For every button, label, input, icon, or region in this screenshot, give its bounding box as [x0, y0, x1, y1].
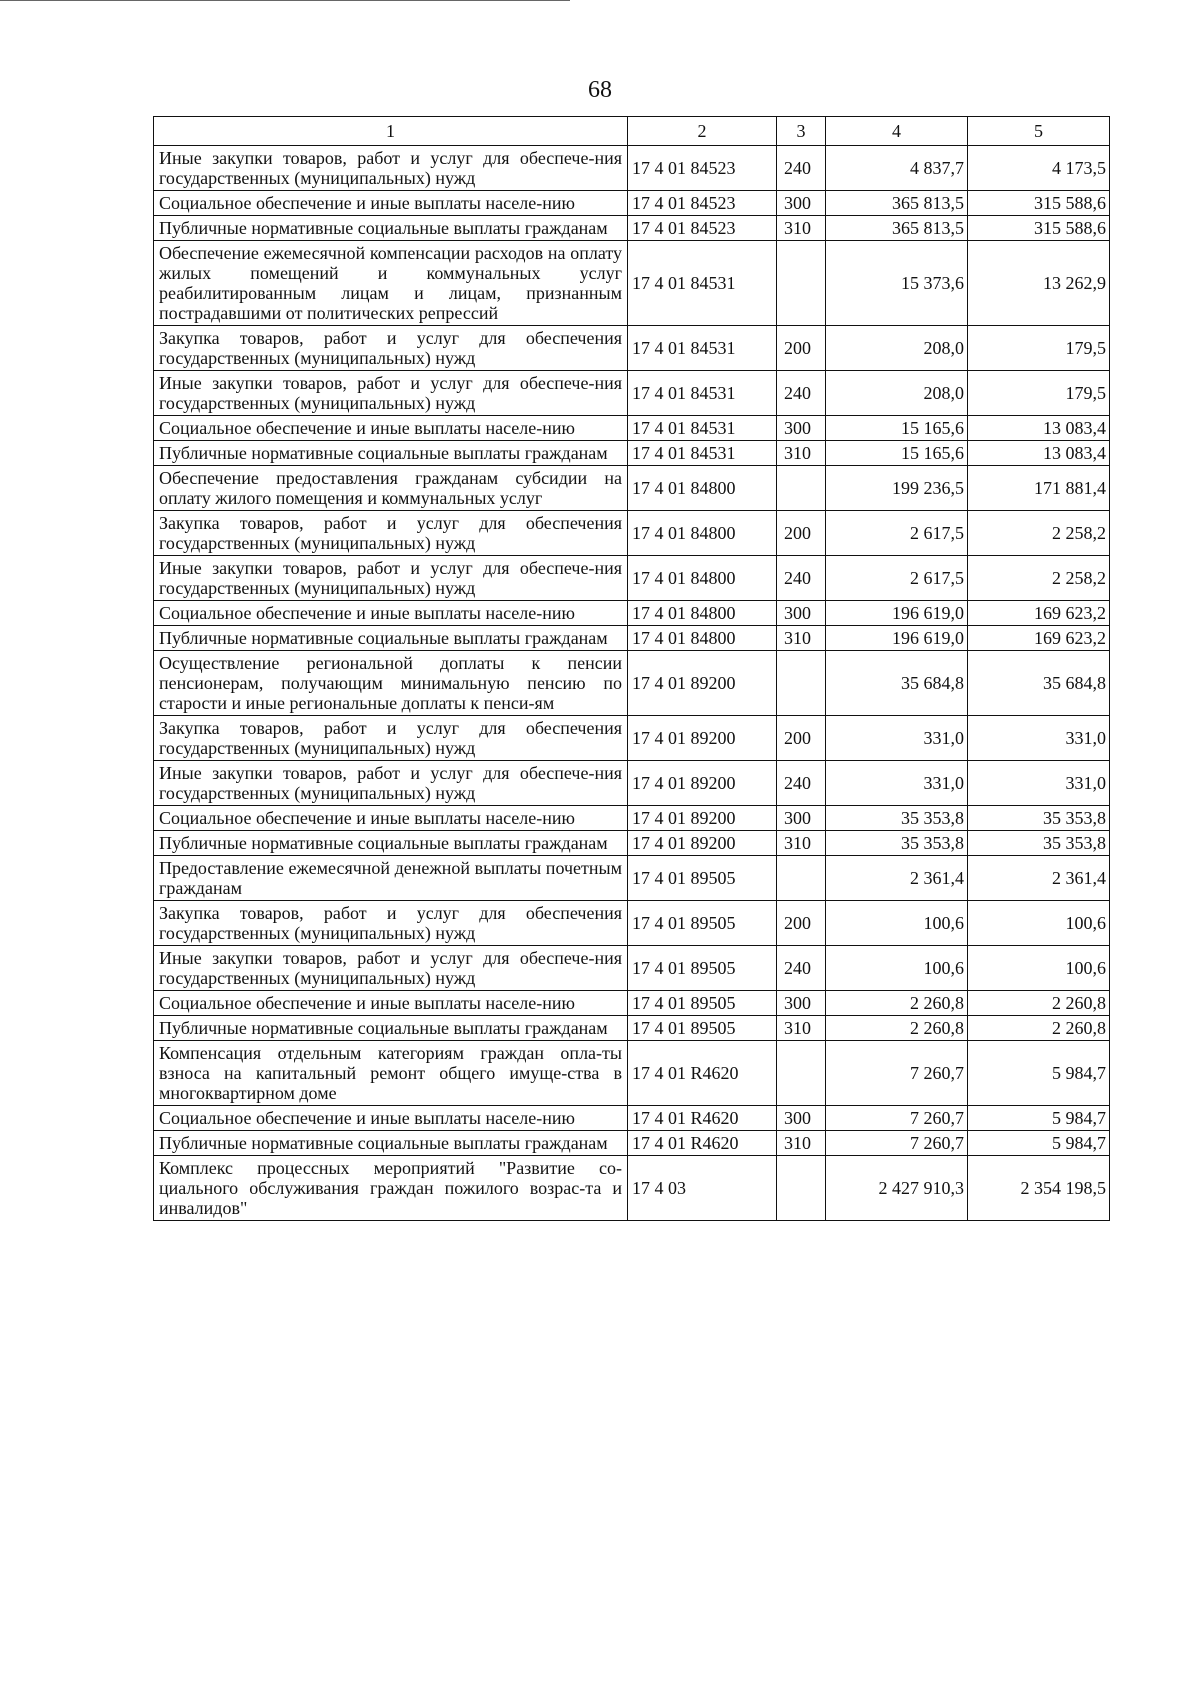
cell-amount-col4: 2 617,5: [826, 556, 968, 601]
cell-expense-type: 240: [777, 371, 826, 416]
table-row: [154, 716, 1110, 761]
table-row: [154, 371, 1110, 416]
header-cell-2: 2: [628, 117, 777, 146]
cell-amount-col4: 15 165,6: [826, 416, 968, 441]
cell-amount-col4: 365 813,5: [826, 216, 968, 241]
cell-description: Публичные нормативные социальные выплаты гражданам: [154, 1016, 628, 1041]
cell-classification-code: 17 4 01 89200: [628, 806, 777, 831]
cell-expense-type: 310: [777, 1131, 826, 1156]
cell-description: Иные закупки товаров, работ и услуг для обеспече-ния государственных (муниципальных) нужд: [154, 761, 628, 806]
cell-description: Социальное обеспечение и иные выплаты населе-нию: [154, 601, 628, 626]
cell-expense-type: [777, 856, 826, 901]
cell-expense-type: 240: [777, 946, 826, 991]
cell-amount-col5: 315 588,6: [968, 216, 1110, 241]
table-row: [154, 806, 1110, 831]
cell-classification-code: 17 4 01 84523: [628, 216, 777, 241]
table-row: [154, 1041, 1110, 1106]
cell-expense-type: 310: [777, 216, 826, 241]
cell-description: Социальное обеспечение и иные выплаты населе-нию: [154, 806, 628, 831]
table-row: [154, 1131, 1110, 1156]
cell-description: Закупка товаров, работ и услуг для обеспечения государственных (муниципальных) нужд: [154, 716, 628, 761]
cell-amount-col5: 13 083,4: [968, 441, 1110, 466]
table-row: [154, 1016, 1110, 1041]
cell-amount-col5: 2 260,8: [968, 991, 1110, 1016]
cell-expense-type: 240: [777, 556, 826, 601]
cell-classification-code: 17 4 01 R4620: [628, 1041, 777, 1106]
cell-amount-col5: 35 353,8: [968, 831, 1110, 856]
cell-classification-code: 17 4 01 84531: [628, 416, 777, 441]
cell-description: Публичные нормативные социальные выплаты гражданам: [154, 216, 628, 241]
header-cell-1: 1: [154, 117, 628, 146]
cell-amount-col5: 2 354 198,5: [968, 1156, 1110, 1221]
cell-classification-code: 17 4 03: [628, 1156, 777, 1221]
cell-amount-col4: 196 619,0: [826, 626, 968, 651]
cell-description: Закупка товаров, работ и услуг для обеспечения государственных (муниципальных) нужд: [154, 326, 628, 371]
cell-amount-col4: 2 260,8: [826, 1016, 968, 1041]
cell-expense-type: [777, 1156, 826, 1221]
cell-classification-code: 17 4 01 R4620: [628, 1131, 777, 1156]
cell-classification-code: 17 4 01 R4620: [628, 1106, 777, 1131]
cell-amount-col4: 7 260,7: [826, 1041, 968, 1106]
cell-amount-col4: 7 260,7: [826, 1106, 968, 1131]
cell-classification-code: 17 4 01 89200: [628, 831, 777, 856]
table-row: [154, 191, 1110, 216]
table-row: [154, 831, 1110, 856]
cell-amount-col4: 100,6: [826, 901, 968, 946]
cell-expense-type: 300: [777, 191, 826, 216]
cell-amount-col5: 13 083,4: [968, 416, 1110, 441]
cell-amount-col5: 2 258,2: [968, 511, 1110, 556]
cell-classification-code: 17 4 01 84523: [628, 146, 777, 191]
cell-description: Обеспечение ежемесячной компенсации расходов на оплату жилых помещений и коммунальных услуг реабилитированным лицам и лицам, признанным пострадавшими от политических репрессий: [154, 241, 628, 326]
cell-classification-code: 17 4 01 89505: [628, 946, 777, 991]
cell-amount-col5: 13 262,9: [968, 241, 1110, 326]
cell-expense-type: [777, 466, 826, 511]
table-row: [154, 601, 1110, 626]
table-row: [154, 416, 1110, 441]
cell-description: Публичные нормативные социальные выплаты гражданам: [154, 831, 628, 856]
cell-expense-type: 240: [777, 146, 826, 191]
cell-description: Социальное обеспечение и иные выплаты населе-нию: [154, 991, 628, 1016]
cell-amount-col4: 35 353,8: [826, 831, 968, 856]
cell-description: Иные закупки товаров, работ и услуг для обеспече-ния государственных (муниципальных) нужд: [154, 556, 628, 601]
cell-expense-type: 200: [777, 511, 826, 556]
cell-expense-type: 310: [777, 626, 826, 651]
cell-amount-col5: 331,0: [968, 716, 1110, 761]
cell-classification-code: 17 4 01 84800: [628, 511, 777, 556]
cell-amount-col5: 315 588,6: [968, 191, 1110, 216]
cell-amount-col5: 5 984,7: [968, 1106, 1110, 1131]
cell-amount-col4: 15 165,6: [826, 441, 968, 466]
cell-amount-col4: 331,0: [826, 716, 968, 761]
cell-classification-code: 17 4 01 84531: [628, 241, 777, 326]
cell-classification-code: 17 4 01 89200: [628, 716, 777, 761]
cell-amount-col4: 365 813,5: [826, 191, 968, 216]
cell-expense-type: 300: [777, 601, 826, 626]
cell-expense-type: 200: [777, 901, 826, 946]
cell-expense-type: 300: [777, 806, 826, 831]
table-row: [154, 856, 1110, 901]
cell-amount-col5: 4 173,5: [968, 146, 1110, 191]
page-number: 68: [588, 77, 612, 103]
cell-description: Социальное обеспечение и иные выплаты населе-нию: [154, 1106, 628, 1131]
cell-amount-col4: 2 427 910,3: [826, 1156, 968, 1221]
cell-classification-code: 17 4 01 84800: [628, 466, 777, 511]
cell-description: Публичные нормативные социальные выплаты гражданам: [154, 626, 628, 651]
header-cell-5: 5: [968, 117, 1110, 146]
cell-expense-type: 240: [777, 761, 826, 806]
cell-classification-code: 17 4 01 89505: [628, 901, 777, 946]
cell-description: Обеспечение предоставления гражданам субсидии на оплату жилого помещения и коммунальных услуг: [154, 466, 628, 511]
cell-expense-type: 310: [777, 441, 826, 466]
cell-classification-code: 17 4 01 89505: [628, 856, 777, 901]
cell-description: Иные закупки товаров, работ и услуг для обеспече-ния государственных (муниципальных) нужд: [154, 146, 628, 191]
cell-expense-type: 200: [777, 716, 826, 761]
cell-amount-col5: 2 260,8: [968, 1016, 1110, 1041]
table-row: [154, 216, 1110, 241]
cell-amount-col5: 2 258,2: [968, 556, 1110, 601]
cell-amount-col4: 7 260,7: [826, 1131, 968, 1156]
cell-classification-code: 17 4 01 84800: [628, 601, 777, 626]
cell-amount-col5: 169 623,2: [968, 626, 1110, 651]
cell-amount-col4: 2 260,8: [826, 991, 968, 1016]
table-row: [154, 901, 1110, 946]
table-body: [154, 146, 1110, 1221]
cell-classification-code: 17 4 01 84531: [628, 371, 777, 416]
cell-expense-type: [777, 1041, 826, 1106]
cell-description: Иные закупки товаров, работ и услуг для обеспече-ния государственных (муниципальных) нужд: [154, 946, 628, 991]
cell-amount-col5: 100,6: [968, 946, 1110, 991]
cell-expense-type: 310: [777, 1016, 826, 1041]
header-cell-3: 3: [777, 117, 826, 146]
table-row: [154, 146, 1110, 191]
cell-amount-col5: 5 984,7: [968, 1131, 1110, 1156]
table-row: [154, 626, 1110, 651]
cell-amount-col4: 15 373,6: [826, 241, 968, 326]
cell-amount-col4: 4 837,7: [826, 146, 968, 191]
cell-amount-col4: 331,0: [826, 761, 968, 806]
cell-expense-type: 300: [777, 1106, 826, 1131]
cell-amount-col5: 171 881,4: [968, 466, 1110, 511]
cell-amount-col5: 2 361,4: [968, 856, 1110, 901]
cell-classification-code: 17 4 01 84800: [628, 556, 777, 601]
cell-expense-type: [777, 241, 826, 326]
cell-amount-col4: 35 684,8: [826, 651, 968, 716]
cell-description: Осуществление региональной доплаты к пенсии пенсионерам, получающим минимальную пенсию по старости и иные региональные доплаты к пенси-ям: [154, 651, 628, 716]
cell-description: Социальное обеспечение и иные выплаты населе-нию: [154, 191, 628, 216]
cell-amount-col4: 208,0: [826, 326, 968, 371]
cell-expense-type: [777, 651, 826, 716]
cell-amount-col5: 35 684,8: [968, 651, 1110, 716]
cell-classification-code: 17 4 01 84531: [628, 441, 777, 466]
table-row: [154, 466, 1110, 511]
cell-amount-col5: 179,5: [968, 371, 1110, 416]
cell-amount-col4: 196 619,0: [826, 601, 968, 626]
cell-description: Компенсация отдельным категориям граждан опла-ты взноса на капитальный ремонт общего имуще-ства в многоквартирном доме: [154, 1041, 628, 1106]
cell-description: Иные закупки товаров, работ и услуг для обеспече-ния государственных (муниципальных) нужд: [154, 371, 628, 416]
cell-expense-type: 310: [777, 831, 826, 856]
cell-description: Публичные нормативные социальные выплаты гражданам: [154, 1131, 628, 1156]
table-row: [154, 761, 1110, 806]
cell-description: Публичные нормативные социальные выплаты гражданам: [154, 441, 628, 466]
cell-classification-code: 17 4 01 89505: [628, 991, 777, 1016]
cell-amount-col5: 179,5: [968, 326, 1110, 371]
table-row: [154, 241, 1110, 326]
table-row: [154, 441, 1110, 466]
cell-description: Предоставление ежемесячной денежной выплаты почетным гражданам: [154, 856, 628, 901]
cell-amount-col4: 199 236,5: [826, 466, 968, 511]
table-row: [154, 511, 1110, 556]
cell-classification-code: 17 4 01 84523: [628, 191, 777, 216]
table-row: [154, 991, 1110, 1016]
cell-amount-col4: 2 617,5: [826, 511, 968, 556]
cell-description: Социальное обеспечение и иные выплаты населе-нию: [154, 416, 628, 441]
cell-classification-code: 17 4 01 84800: [628, 626, 777, 651]
table-row: [154, 326, 1110, 371]
cell-classification-code: 17 4 01 89200: [628, 761, 777, 806]
table-row: [154, 946, 1110, 991]
cell-classification-code: 17 4 01 89505: [628, 1016, 777, 1041]
table-row: [154, 1156, 1110, 1221]
page-edge-line: [0, 0, 570, 1]
table-row: [154, 1106, 1110, 1131]
cell-amount-col5: 169 623,2: [968, 601, 1110, 626]
header-cell-4: 4: [826, 117, 968, 146]
budget-table: [153, 116, 1110, 1221]
cell-amount-col5: 100,6: [968, 901, 1110, 946]
cell-amount-col4: 208,0: [826, 371, 968, 416]
cell-classification-code: 17 4 01 89200: [628, 651, 777, 716]
table-row: [154, 556, 1110, 601]
cell-amount-col5: 331,0: [968, 761, 1110, 806]
cell-expense-type: 200: [777, 326, 826, 371]
header-row: [154, 117, 1110, 146]
cell-amount-col4: 35 353,8: [826, 806, 968, 831]
cell-amount-col5: 35 353,8: [968, 806, 1110, 831]
cell-expense-type: 300: [777, 416, 826, 441]
cell-description: Закупка товаров, работ и услуг для обеспечения государственных (муниципальных) нужд: [154, 901, 628, 946]
cell-amount-col5: 5 984,7: [968, 1041, 1110, 1106]
cell-description: Комплекс процессных мероприятий "Развитие со-циального обслуживания граждан пожилого возрас-та и инвалидов": [154, 1156, 628, 1221]
cell-expense-type: 300: [777, 991, 826, 1016]
table-row: [154, 651, 1110, 716]
cell-classification-code: 17 4 01 84531: [628, 326, 777, 371]
cell-amount-col4: 2 361,4: [826, 856, 968, 901]
cell-amount-col4: 100,6: [826, 946, 968, 991]
cell-description: Закупка товаров, работ и услуг для обеспечения государственных (муниципальных) нужд: [154, 511, 628, 556]
